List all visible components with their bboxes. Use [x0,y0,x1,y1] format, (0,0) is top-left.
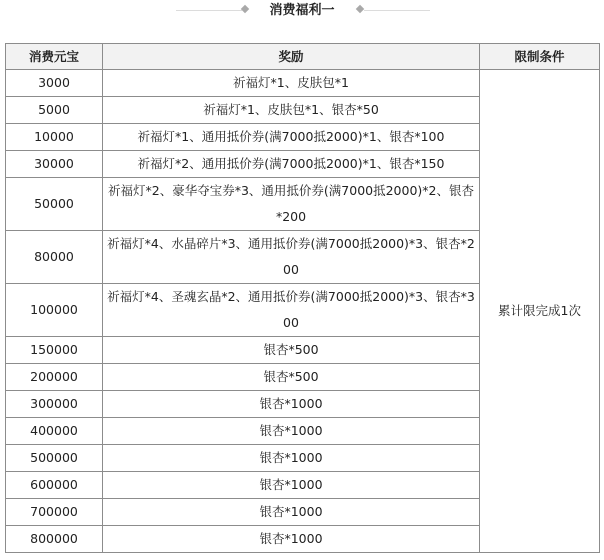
reward-table [5,43,600,553]
header-amount: 消费元宝 [6,44,103,70]
amount-cell: 50000 [6,178,103,231]
reward-cell: 祈福灯*2、豪华夺宝券*3、通用抵价券(满7000抵2000)*2、银杏*200 [103,178,480,231]
amount-cell: 10000 [6,124,103,151]
amount-cell: 80000 [6,231,103,284]
reward-cell: 银杏*1000 [103,472,480,499]
reward-cell: 祈福灯*1、皮肤包*1、银杏*50 [103,97,480,124]
reward-cell: 银杏*1000 [103,499,480,526]
reward-cell: 祈福灯*4、水晶碎片*3、通用抵价券(满7000抵2000)*3、银杏*200 [103,231,480,284]
amount-cell: 100000 [6,284,103,337]
amount-cell: 200000 [6,364,103,391]
section-title-bar [0,0,604,22]
amount-cell: 700000 [6,499,103,526]
reward-cell: 祈福灯*2、通用抵价券(满7000抵2000)*1、银杏*150 [103,151,480,178]
reward-cell: 祈福灯*4、圣魂玄晶*2、通用抵价券(满7000抵2000)*3、银杏*300 [103,284,480,337]
table-header-row [6,44,600,70]
reward-cell: 银杏*1000 [103,418,480,445]
reward-cell: 银杏*500 [103,364,480,391]
title-divider-right [364,10,430,11]
section-title: 消费福利一 [269,3,335,18]
amount-cell: 300000 [6,391,103,418]
limit-condition-cell: 累计限完成1次 [480,70,600,553]
header-limit: 限制条件 [480,44,600,70]
reward-cell: 祈福灯*1、通用抵价券(满7000抵2000)*1、银杏*100 [103,124,480,151]
reward-cell: 银杏*1000 [103,391,480,418]
amount-cell: 150000 [6,337,103,364]
amount-cell: 800000 [6,526,103,553]
amount-cell: 500000 [6,445,103,472]
amount-cell: 30000 [6,151,103,178]
reward-cell: 银杏*500 [103,337,480,364]
reward-cell: 祈福灯*1、皮肤包*1 [103,70,480,97]
table-row [6,70,600,97]
header-reward: 奖励 [103,44,480,70]
amount-cell: 400000 [6,418,103,445]
amount-cell: 600000 [6,472,103,499]
reward-cell: 银杏*1000 [103,445,480,472]
amount-cell: 5000 [6,97,103,124]
amount-cell: 3000 [6,70,103,97]
reward-cell: 银杏*1000 [103,526,480,553]
